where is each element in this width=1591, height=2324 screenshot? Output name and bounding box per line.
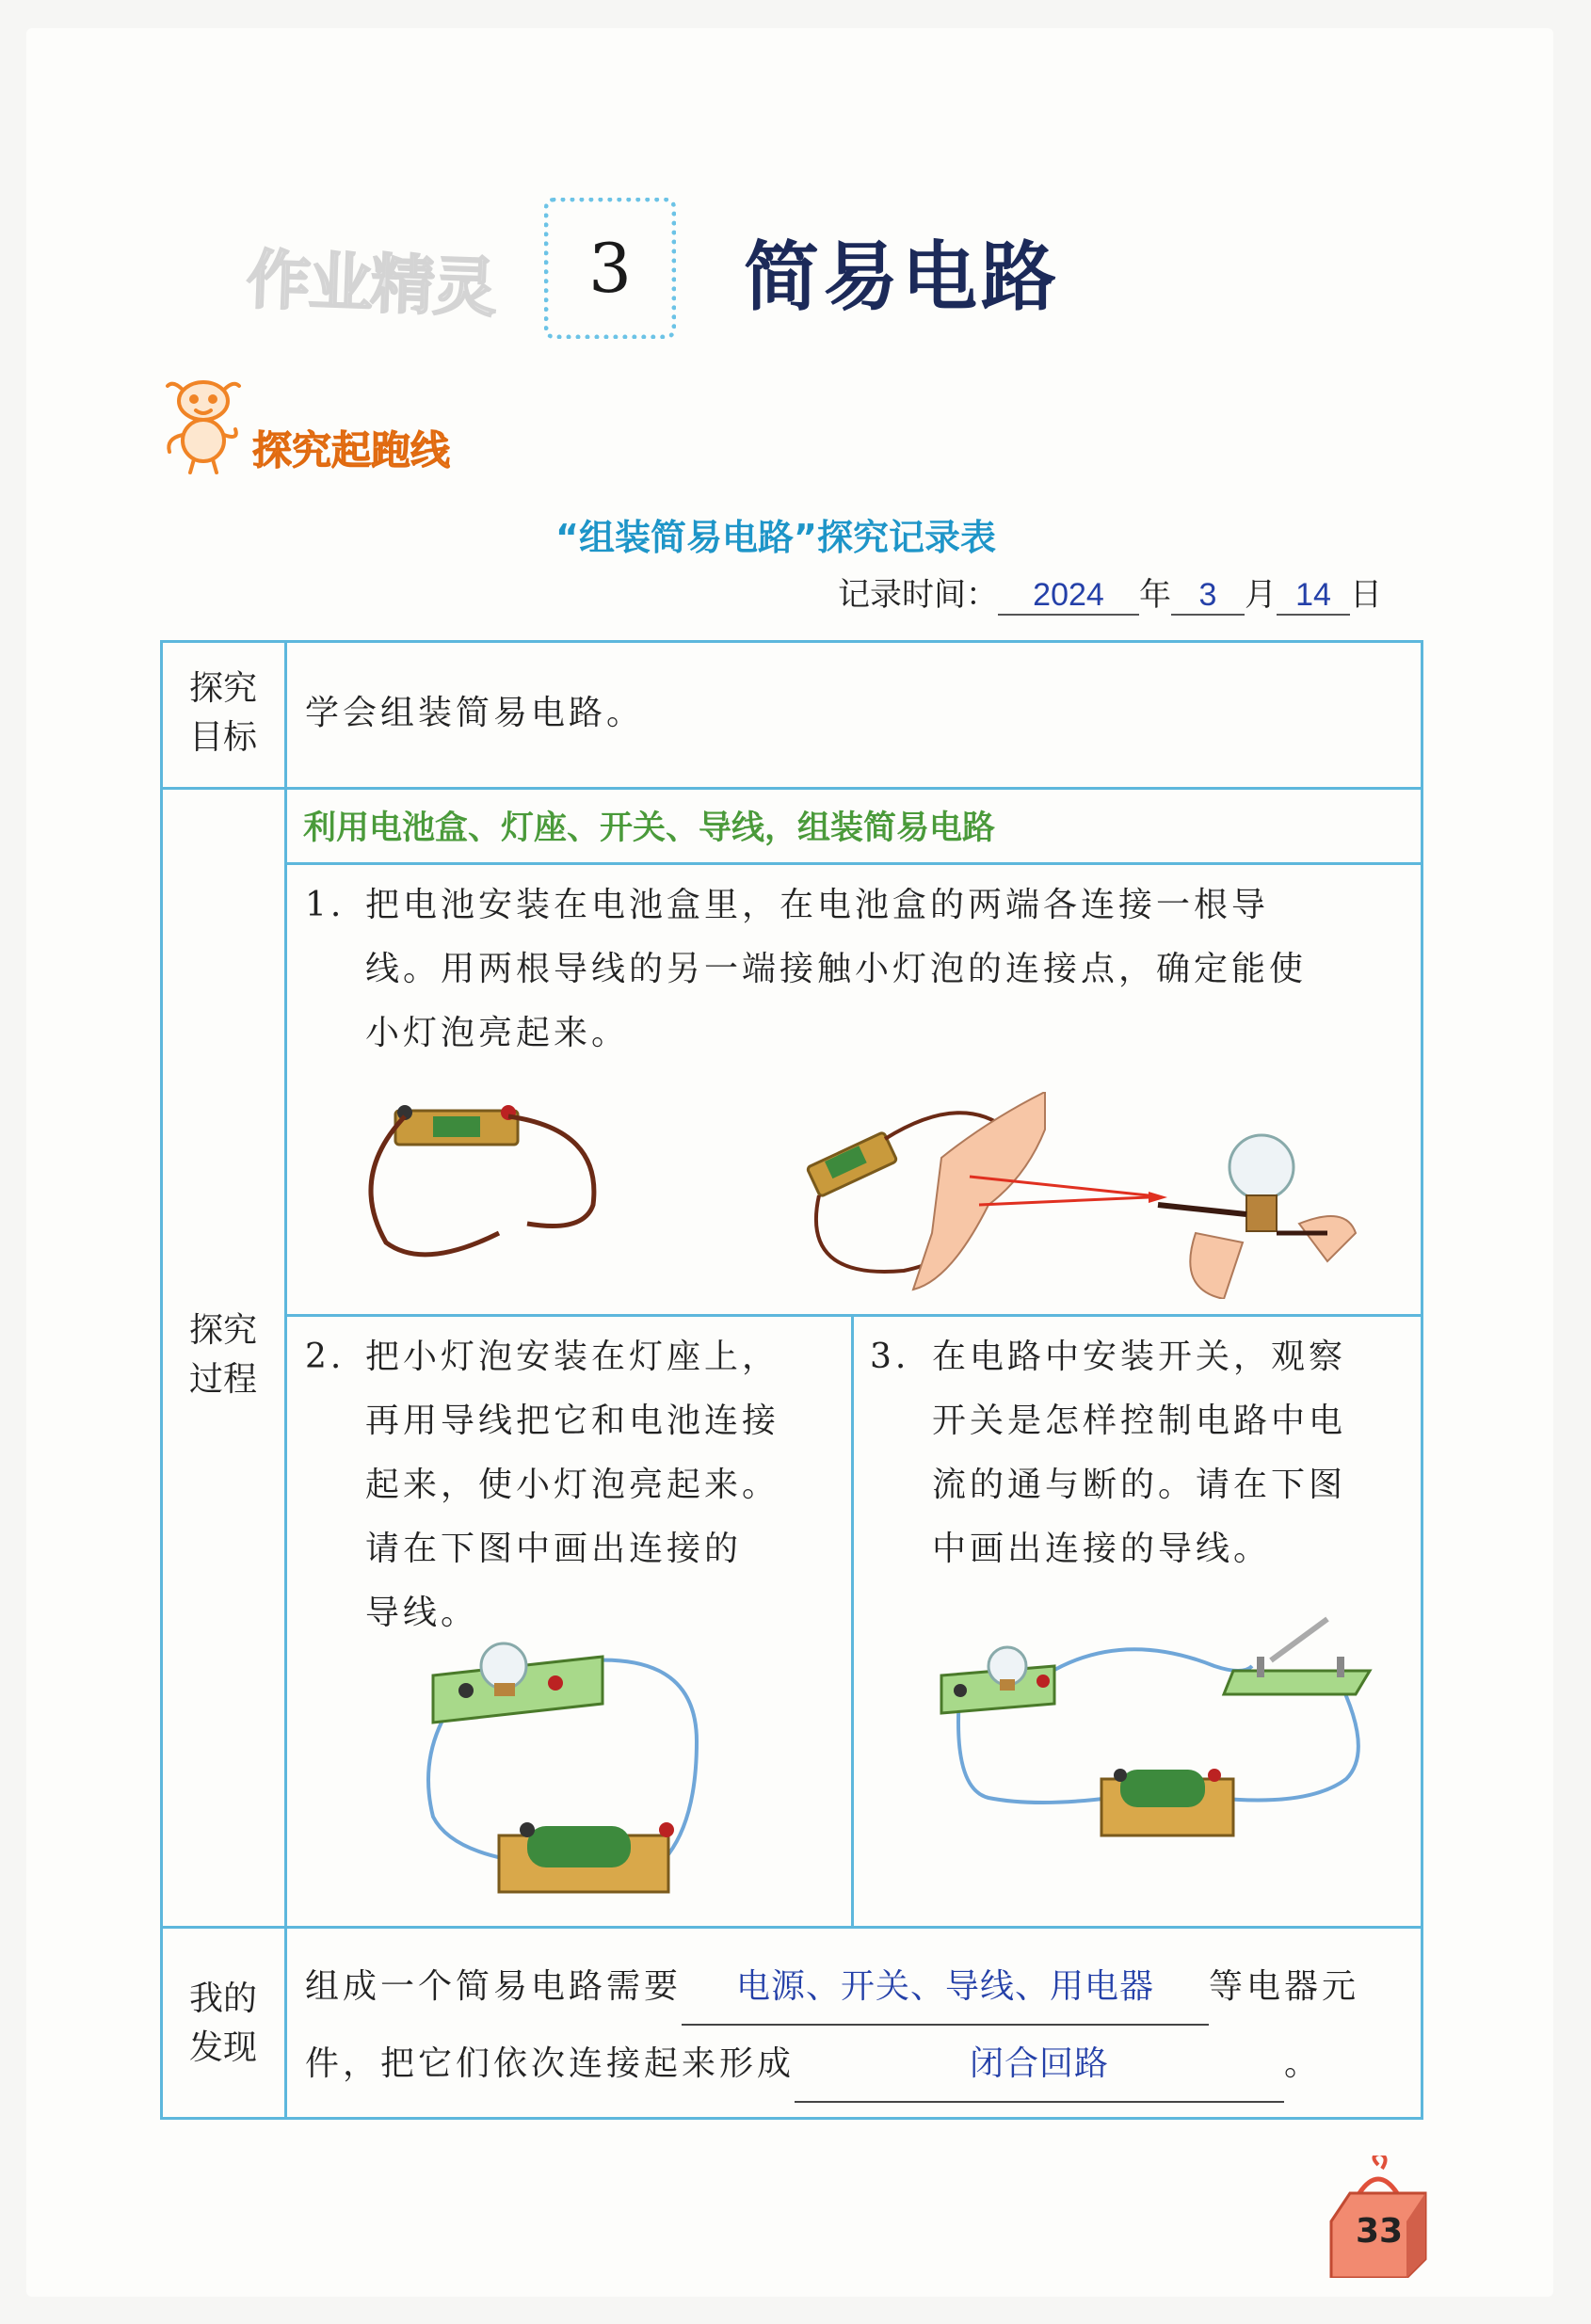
goal-text: 学会组装简易电路。 [305, 694, 645, 732]
section-label: 探究起跑线 [252, 427, 451, 473]
finding-line2-pre: 件，把它们依次连接起来形成 [305, 2044, 796, 2083]
finding-line2-post: 。 [1284, 2044, 1323, 2083]
table-divider [160, 787, 1423, 790]
lesson-number: 3 [544, 198, 676, 339]
table-divider [284, 1314, 1423, 1317]
finding-line1-post: 等电器元 [1209, 1967, 1360, 2006]
finding-head-line: 我的 [188, 1979, 257, 2018]
record-day: 14 [1277, 577, 1350, 616]
switch-circuit-illustration [932, 1600, 1384, 1883]
finding-line-2 [305, 2026, 1359, 2103]
process-subtitle: 利用电池盒、灯座、开关、导线，组装简易电路 [303, 809, 996, 847]
step3-number: 3. [870, 1338, 910, 1376]
step1-number: 1. [305, 886, 346, 924]
process-row-head [160, 1306, 286, 1404]
process-head-line: 探究 [188, 1311, 257, 1350]
record-month-unit: 月 [1245, 576, 1277, 614]
process-head-line: 过程 [188, 1360, 257, 1399]
cow-mascot-icon [156, 373, 250, 476]
step1-line: 线。用两根导线的另一端接触小灯泡的连接点，确定能使 [365, 950, 1308, 988]
bulb-test-illustration [800, 1092, 1365, 1299]
record-year: 2024 [998, 577, 1139, 616]
bulb-battery-circuit-illustration [414, 1628, 734, 1911]
step2-text [365, 1325, 779, 1645]
goal-head-line: 探究 [188, 669, 257, 708]
finding-row-head [160, 1975, 286, 2073]
finding-answer-2: 闭合回路 [795, 2026, 1284, 2103]
step2-line: 起来，使小灯泡亮起来。 [365, 1466, 780, 1504]
finding-line-1 [305, 1948, 1359, 2026]
step3-text [932, 1325, 1346, 1581]
page-number: 33 [1355, 2212, 1404, 2251]
step3-line: 开关是怎样控制电路中电 [932, 1402, 1347, 1440]
step2-line: 导线。 [365, 1594, 479, 1632]
record-day-unit: 日 [1350, 576, 1382, 614]
goal-row-head [160, 665, 286, 762]
step3-line: 流的通与断的。请在下图 [932, 1466, 1347, 1504]
record-date [838, 569, 1382, 616]
finding-head-line: 发现 [188, 2028, 257, 2067]
record-year-unit: 年 [1139, 576, 1171, 614]
step2-line: 请在下图中画出连接的 [365, 1530, 743, 1568]
step2-line: 把小灯泡安装在灯座上， [365, 1338, 780, 1376]
step3-line: 在电路中安装开关，观察 [932, 1338, 1347, 1376]
table-divider [284, 862, 1423, 865]
step1-line: 把电池安装在电池盒里，在电池盒的两端各连接一根导 [365, 886, 1270, 924]
record-time-label: 记录时间： [838, 576, 998, 614]
step2-line: 再用导线把它和电池连接 [365, 1402, 780, 1440]
step3-line: 中画出连接的导线。 [932, 1530, 1272, 1568]
table-divider [851, 1314, 854, 1926]
finding-line1-pre: 组成一个简易电路需要 [305, 1967, 683, 2006]
table-divider [160, 1926, 1423, 1929]
record-month: 3 [1171, 577, 1245, 616]
watermark-text: 作业精灵 [245, 243, 497, 327]
page-title: 简易电路 [744, 233, 1060, 321]
step1-line: 小灯泡亮起来。 [365, 1014, 630, 1052]
step1-text [365, 874, 1307, 1066]
battery-wires-illustration [358, 1092, 621, 1280]
goal-head-line: 目标 [188, 718, 257, 757]
finding-answer-1: 电源、开关、导线、用电器 [682, 1948, 1209, 2026]
step2-number: 2. [305, 1338, 346, 1376]
finding-text [305, 1948, 1359, 2103]
record-table-title: “组装简易电路”探究记录表 [555, 517, 996, 558]
